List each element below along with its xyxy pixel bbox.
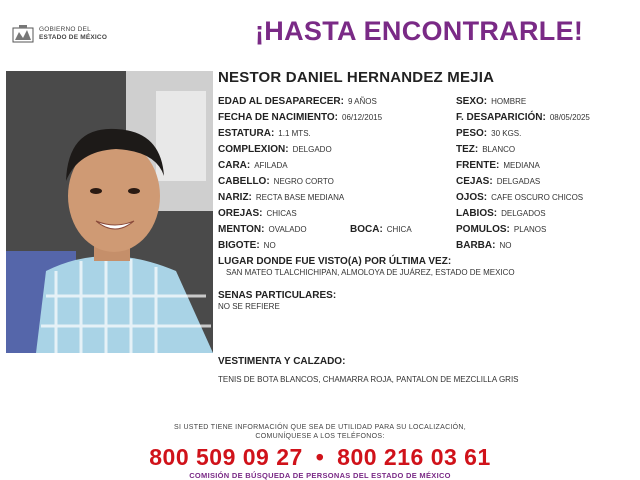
lugar-value: SAN MATEO TLALCHICHIPAN, ALMOLOYA DE JUÁREZ, ESTADO DE MEXICO — [226, 268, 515, 277]
logo-text — [39, 26, 107, 42]
label: PESO: — [456, 128, 488, 139]
value: 1.1 MTS. — [278, 129, 311, 138]
phone-2: 800 216 03 61 — [337, 444, 491, 470]
field-sexo — [456, 96, 526, 107]
value: OVALADO — [268, 225, 307, 234]
value: CHICAS — [266, 209, 297, 218]
field-ojos — [456, 192, 583, 203]
label: COMPLEXION: — [218, 144, 289, 155]
value: DELGADAS — [496, 177, 541, 186]
missing-person-photo — [6, 71, 213, 353]
label: CARA: — [218, 160, 251, 171]
vestimenta-label: VESTIMENTA Y CALZADO: — [218, 356, 346, 367]
value: CHICA — [386, 225, 412, 234]
value: MEDIANA — [503, 161, 540, 170]
field-barba — [456, 240, 511, 251]
state-seal-icon — [12, 24, 34, 44]
phone-numbers — [0, 444, 640, 471]
field-bigote — [218, 240, 276, 251]
label: SEXO: — [456, 96, 488, 107]
field-cabello — [218, 176, 334, 187]
field-orejas — [218, 208, 297, 219]
label: BARBA: — [456, 240, 496, 251]
label: EDAD AL DESAPARECER: — [218, 96, 344, 107]
label: MENTON: — [218, 224, 265, 235]
value: CAFE OSCURO CHICOS — [491, 193, 584, 202]
phone-separator: • — [315, 444, 325, 470]
value: 9 AÑOS — [347, 97, 377, 106]
commission-name: COMISIÓN DE BÚSQUEDA DE PERSONAS DEL ESTADO DE MÉXICO — [189, 471, 451, 480]
vestimenta-value: TENIS DE BOTA BLANCOS, CHAMARRA ROJA, PANTALON DE MEZCLILLA GRIS — [218, 375, 519, 384]
value: BLANCO — [482, 145, 516, 154]
value: 08/05/2025 — [549, 113, 590, 122]
field-menton — [218, 224, 307, 235]
field-cara — [218, 160, 288, 171]
footer-info-line2: COMUNÍQUESE A LOS TELÉFONOS: — [255, 433, 385, 440]
label: FECHA DE NACIMIENTO: — [218, 112, 338, 123]
value: RECTA BASE MEDIANA — [255, 193, 345, 202]
label: BIGOTE: — [218, 240, 260, 251]
field-complexion — [218, 144, 332, 155]
value: NO — [263, 241, 276, 250]
label: CABELLO: — [218, 176, 270, 187]
field-edad — [218, 96, 377, 107]
logo-line2: ESTADO DE MÉXICO — [39, 34, 108, 41]
value: HOMBRE — [491, 97, 527, 106]
footer-info-line1: SI USTED TIENE INFORMACIÓN QUE SEA DE UTILIDAD PARA SU LOCALIZACIÓN, — [173, 424, 467, 431]
photo-illustration — [6, 71, 213, 353]
field-pomulos — [456, 224, 546, 235]
value: NO — [499, 241, 512, 250]
value: 30 KGS. — [491, 129, 522, 138]
value: AFILADA — [254, 161, 288, 170]
lugar-label: LUGAR DONDE FUE VISTO(A) POR ÚLTIMA VEZ: — [218, 256, 452, 267]
field-fecha-nacimiento — [218, 112, 382, 123]
senas-value: NO SE REFIERE — [218, 302, 280, 311]
label: OREJAS: — [218, 208, 263, 219]
label: ESTATURA: — [218, 128, 275, 139]
label: LABIOS: — [456, 208, 498, 219]
field-cejas — [456, 176, 540, 187]
value: NEGRO CORTO — [273, 177, 334, 186]
field-nariz — [218, 192, 344, 203]
phone-1: 800 509 09 27 — [149, 444, 303, 470]
headline: ¡HASTA ENCONTRARLE! — [255, 16, 584, 46]
value: DELGADO — [292, 145, 332, 154]
field-peso — [456, 128, 521, 139]
label: CEJAS: — [456, 176, 493, 187]
label: TEZ: — [456, 144, 479, 155]
logo-line1: GOBIERNO DEL — [39, 26, 91, 33]
government-logo — [12, 24, 107, 44]
person-name: NESTOR DANIEL HERNANDEZ MEJIA — [218, 69, 495, 86]
label: FRENTE: — [456, 160, 500, 171]
label: BOCA: — [350, 224, 383, 235]
field-estatura — [218, 128, 311, 139]
field-tez — [456, 144, 515, 155]
value: 06/12/2015 — [342, 113, 383, 122]
label: F. DESAPARICIÓN: — [456, 112, 546, 123]
senas-label: SENAS PARTICULARES: — [218, 290, 337, 301]
field-fecha-desaparicion — [456, 112, 590, 123]
label: OJOS: — [456, 192, 488, 203]
value: PLANOS — [513, 225, 547, 234]
field-labios — [456, 208, 546, 219]
label: NARIZ: — [218, 192, 252, 203]
label: POMULOS: — [456, 224, 510, 235]
field-frente — [456, 160, 540, 171]
value: DELGADOS — [501, 209, 546, 218]
field-boca — [350, 224, 412, 235]
